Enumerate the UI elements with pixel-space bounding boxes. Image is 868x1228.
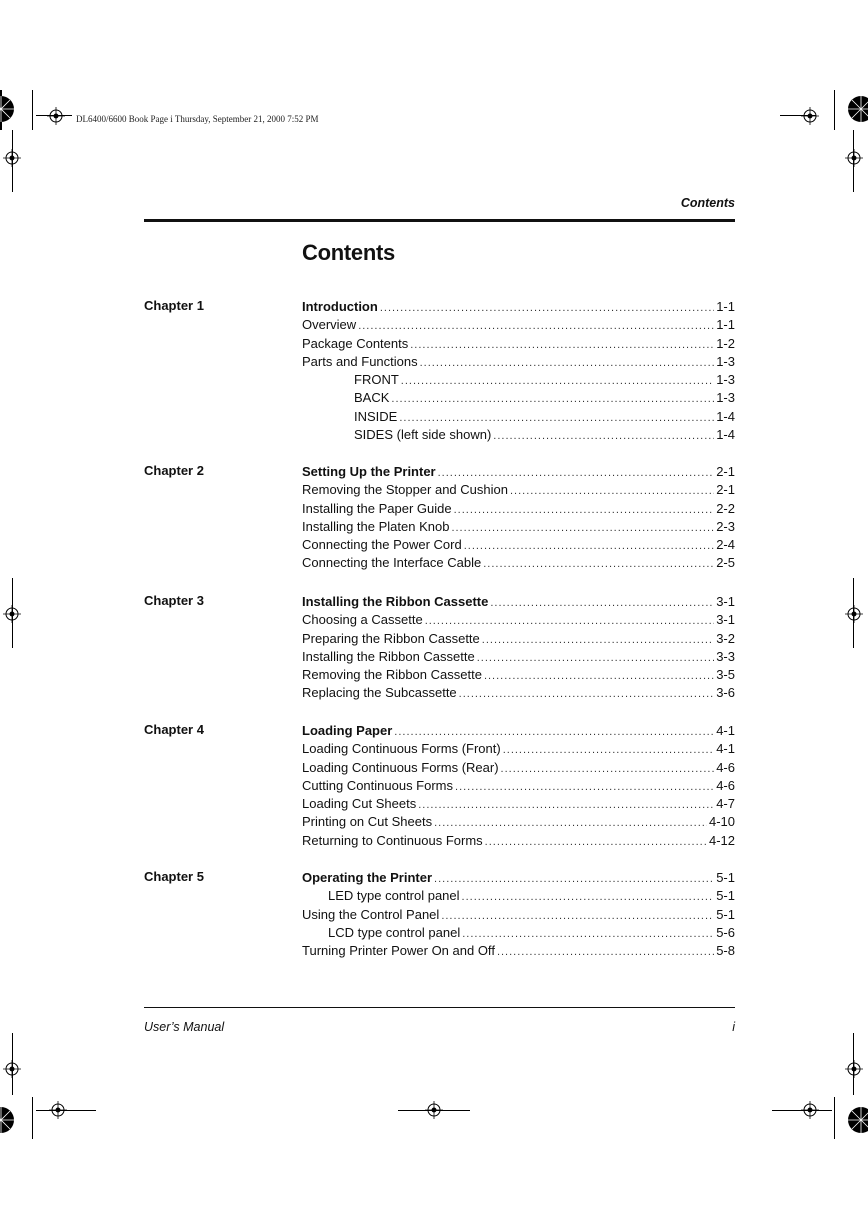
running-head: Contents: [680, 196, 735, 210]
registration-target-icon: [801, 107, 819, 125]
toc-entry-link[interactable]: [302, 813, 735, 831]
toc-entry-title: Package Contents: [302, 335, 409, 351]
registration-target-icon: [3, 605, 21, 623]
toc-entries: [302, 298, 735, 444]
toc-entry-link[interactable]: [302, 408, 735, 426]
dot-leader: [497, 943, 714, 961]
toc-entry-link[interactable]: [302, 426, 735, 444]
registration-target-icon: [3, 1060, 21, 1078]
dot-leader: [451, 519, 714, 537]
toc-entries: [302, 722, 735, 850]
toc-chapter-heading-link[interactable]: [302, 463, 735, 481]
registration-target-icon: [49, 1101, 67, 1119]
toc-entry-title: Loading Cut Sheets: [302, 796, 417, 812]
dot-leader: [420, 354, 715, 372]
toc-entry-title: Connecting the Interface Cable: [302, 555, 482, 571]
page-title: Contents: [302, 240, 395, 265]
toc-entry-title: Cutting Continuous Forms: [302, 777, 454, 793]
toc-entry-title: BACK: [354, 390, 390, 406]
toc-entry-title: SIDES (left side shown): [354, 427, 492, 443]
registration-target-icon: [801, 1101, 819, 1119]
dot-leader: [484, 667, 714, 685]
chapter-label: Chapter 2: [144, 463, 204, 478]
dot-leader: [401, 372, 714, 390]
toc-page-number: 1-3: [716, 390, 735, 406]
dot-leader: [425, 612, 715, 630]
toc-entry-link[interactable]: [302, 316, 735, 334]
toc-entry-title: Installing the Ribbon Cassette: [302, 594, 489, 609]
toc-entry-link[interactable]: [302, 942, 735, 960]
toc-entry-link[interactable]: [302, 684, 735, 702]
crop-mark: [834, 1097, 835, 1139]
print-slug: DL6400/6600 Book Page i Thursday, September 21, 2000 7:52 PM: [76, 114, 319, 124]
dot-leader: [434, 814, 707, 832]
toc-entries: [302, 869, 735, 960]
toc-entry-title: Setting Up the Printer: [302, 464, 436, 479]
chapter-label: Chapter 4: [144, 722, 204, 737]
toc-entry-link[interactable]: [302, 335, 735, 353]
dot-leader: [464, 537, 715, 555]
toc-page-number: 2-4: [716, 537, 735, 553]
toc-entry-link[interactable]: [302, 648, 735, 666]
dot-leader: [380, 299, 714, 317]
toc-entry-link[interactable]: [302, 500, 735, 518]
registration-target-icon: [845, 149, 863, 167]
toc-entry-title: Preparing the Ribbon Cassette: [302, 630, 480, 646]
dot-leader: [485, 833, 707, 851]
dot-leader: [410, 336, 714, 354]
dot-leader: [477, 649, 714, 667]
registration-target-icon: [845, 1060, 863, 1078]
toc-entry-title: Choosing a Cassette: [302, 612, 423, 628]
toc-entry-title: Installing the Ribbon Cassette: [302, 648, 475, 664]
toc-entry-title: Overview: [302, 317, 357, 333]
toc-entry-title: Removing the Ribbon Cassette: [302, 667, 482, 683]
toc-page-number: 1-1: [716, 299, 735, 314]
toc-page-number: 5-6: [716, 924, 735, 940]
dot-leader: [454, 501, 715, 519]
toc-entry-title: Parts and Functions: [302, 353, 418, 369]
dot-leader: [438, 464, 715, 482]
toc-page-number: 5-1: [716, 870, 735, 885]
dot-leader: [490, 594, 714, 612]
toc-page-number: 5-8: [716, 943, 735, 959]
toc-entry-title: Turning Printer Power On and Off: [302, 943, 495, 959]
toc-entry-link[interactable]: [302, 353, 735, 371]
toc-page-number: 4-6: [716, 777, 735, 793]
toc-page-number: 5-1: [716, 888, 735, 904]
toc-chapter-heading-link[interactable]: [302, 869, 735, 887]
crop-mark: [32, 1097, 33, 1139]
toc-entry-title: Operating the Printer: [302, 870, 433, 885]
toc-chapter-heading-link[interactable]: [302, 298, 735, 316]
toc-entry-link[interactable]: [302, 389, 735, 407]
footer-manual-title: User’s Manual: [144, 1020, 225, 1034]
registration-target-icon: [845, 605, 863, 623]
toc-chapter-heading-link[interactable]: [302, 593, 735, 611]
dot-leader: [459, 685, 715, 703]
toc-entry-link[interactable]: [302, 832, 735, 850]
toc-entry-link[interactable]: [302, 536, 735, 554]
toc-entry-link[interactable]: [302, 666, 735, 684]
dot-leader: [483, 555, 714, 573]
toc-entry-title: Printing on Cut Sheets: [302, 814, 433, 830]
dot-leader: [510, 482, 714, 500]
toc-entry-link[interactable]: [302, 759, 735, 777]
toc-entry-link[interactable]: [302, 887, 735, 905]
toc-entry-title: Using the Control Panel: [302, 906, 440, 922]
toc-entry-link[interactable]: [302, 740, 735, 758]
toc-entry-title: Removing the Stopper and Cushion: [302, 482, 508, 498]
dot-leader: [418, 796, 714, 814]
toc-entry-link[interactable]: [302, 611, 735, 629]
dot-leader: [441, 907, 714, 925]
toc-page-number: 3-1: [716, 612, 735, 628]
toc-page-number: 1-2: [716, 335, 735, 351]
toc-entry-title: Connecting the Power Cord: [302, 537, 462, 553]
dot-leader: [399, 409, 714, 427]
toc-page-number: 4-1: [716, 723, 735, 738]
toc-entry-link[interactable]: [302, 630, 735, 648]
dot-leader: [358, 317, 714, 335]
toc-entry-title: Loading Continuous Forms (Front): [302, 741, 501, 757]
toc-entry-title: INSIDE: [354, 408, 398, 424]
toc-page-number: 4-7: [716, 796, 735, 812]
toc-entry-link[interactable]: [302, 924, 735, 942]
toc-entries: [302, 463, 735, 573]
toc-entry-title: Introduction: [302, 299, 378, 314]
sunburst-registration-icon: [0, 1105, 16, 1135]
toc-entry-link[interactable]: [302, 795, 735, 813]
toc-entry-title: Installing the Paper Guide: [302, 500, 452, 516]
dot-leader: [391, 390, 714, 408]
toc-page-number: 2-5: [716, 555, 735, 571]
dot-leader: [503, 741, 715, 759]
toc-page-number: 1-3: [716, 372, 735, 388]
sunburst-registration-icon: [846, 94, 868, 124]
sunburst-registration-icon: [846, 1105, 868, 1135]
toc-page-number: 2-2: [716, 500, 735, 516]
toc-entry-title: Loading Paper: [302, 723, 393, 738]
toc-page-number: 3-1: [716, 594, 735, 609]
dot-leader: [462, 925, 714, 943]
toc-entry-title: Installing the Platen Knob: [302, 518, 450, 534]
dot-leader: [482, 631, 714, 649]
registration-target-icon: [425, 1101, 443, 1119]
toc-entries: [302, 593, 735, 703]
toc-page-number: 5-1: [716, 906, 735, 922]
registration-target-icon: [3, 149, 21, 167]
toc-page-number: 3-2: [716, 630, 735, 646]
registration-target-icon: [47, 107, 65, 125]
toc-entry-title: Replacing the Subcassette: [302, 685, 457, 701]
toc-page-number: 2-1: [716, 464, 735, 479]
toc-entry-link[interactable]: [302, 518, 735, 536]
sunburst-registration-icon: [0, 94, 16, 124]
toc-entry-link[interactable]: [302, 481, 735, 499]
dot-leader: [493, 427, 714, 445]
toc-entry-title: Returning to Continuous Forms: [302, 832, 483, 848]
toc-entry-link[interactable]: [302, 554, 735, 572]
toc-page-number: 2-3: [716, 518, 735, 534]
crop-mark: [32, 90, 33, 130]
toc-entry-title: LED type control panel: [328, 888, 460, 904]
dot-leader: [501, 760, 715, 778]
toc-entry-link[interactable]: [302, 777, 735, 795]
dot-leader: [462, 888, 715, 906]
toc-page-number: 3-6: [716, 685, 735, 701]
toc-page-number: 1-3: [716, 353, 735, 369]
toc-page-number: 2-1: [716, 482, 735, 498]
toc-page-number: 4-12: [708, 832, 735, 848]
toc-entry-link[interactable]: [302, 371, 735, 389]
chapter-label: Chapter 1: [144, 298, 204, 313]
dot-leader: [455, 778, 714, 796]
toc-page-number: 1-4: [716, 427, 735, 443]
toc-entry-title: Loading Continuous Forms (Rear): [302, 759, 499, 775]
toc-page-number: 3-3: [716, 648, 735, 664]
toc-page-number: 4-6: [716, 759, 735, 775]
crop-mark: [834, 90, 835, 130]
bottom-rule: [144, 1007, 735, 1008]
toc-entry-title: LCD type control panel: [328, 924, 461, 940]
toc-page-number: 1-1: [716, 317, 735, 333]
toc-page-number: 3-5: [716, 667, 735, 683]
footer-page-number: i: [732, 1020, 735, 1034]
toc-page-number: 4-1: [716, 741, 735, 757]
toc-page-number: 1-4: [716, 408, 735, 424]
toc-page-number: 4-10: [708, 814, 735, 830]
toc-entry-link[interactable]: [302, 906, 735, 924]
toc-entry-title: FRONT: [354, 372, 399, 388]
chapter-label: Chapter 3: [144, 593, 204, 608]
dot-leader: [394, 723, 714, 741]
chapter-label: Chapter 5: [144, 869, 204, 884]
dot-leader: [434, 870, 714, 888]
toc-chapter-heading-link[interactable]: [302, 722, 735, 740]
top-rule: [144, 219, 735, 222]
